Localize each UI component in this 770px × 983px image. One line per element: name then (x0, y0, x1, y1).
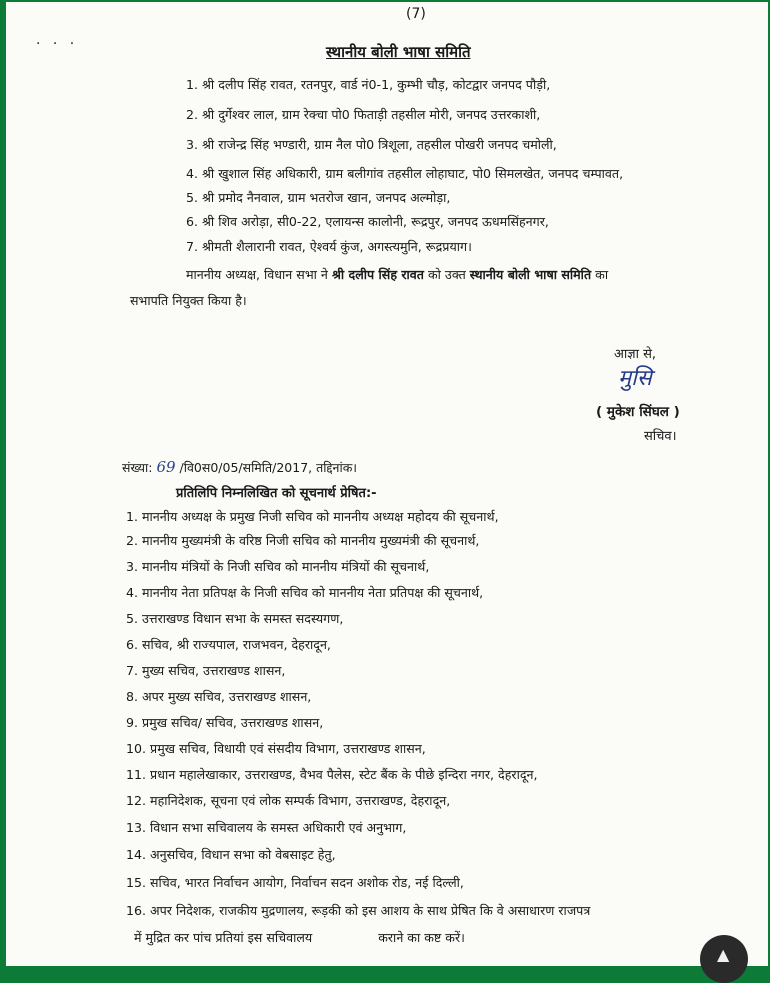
copy-item: 2. माननीय मुख्यमंत्री के वरिष्ठ निजी सचिव को माननीय मुख्यमंत्री की सूचनार्थ, (126, 533, 480, 548)
appointment-line-2: सभापति नियुक्त किया है। (130, 293, 247, 308)
reference-handwritten-number: 69 (156, 458, 176, 476)
signatory-designation: सचिव। (644, 429, 677, 444)
reference-number (122, 458, 357, 476)
page-number: (7) (406, 6, 426, 22)
member-item: 3. श्री राजेन्द्र सिंह भण्डारी, ग्राम नैल पो0 त्रिशूला, तहसील पोखरी जनपद चमोली, (186, 137, 557, 152)
copy-item: 1. माननीय अध्यक्ष के प्रमुख निजी सचिव को माननीय अध्यक्ष महोदय की सूचनार्थ, (126, 509, 499, 524)
copy-item: 14. अनुसचिव, विधान सभा को वेबसाइट हेतु, (126, 847, 336, 862)
copy-item: 13. विधान सभा सचिवालय के समस्त अधिकारी एवं अनुभाग, (126, 820, 407, 835)
scan-specks: · · · (36, 36, 79, 52)
continuation-text: कराने का कष्ट करें। (378, 930, 465, 945)
copy-item: 15. सचिव, भारत निर्वाचन आयोग, निर्वाचन सदन अशोक रोड, नई दिल्ली, (126, 875, 464, 890)
member-item: 1. श्री दलीप सिंह रावत, रतनपुर, वार्ड नं0-1, कुम्भी चौड़, कोटद्वार जनपद पौड़ी, (186, 77, 551, 92)
member-item: 2. श्री दुर्गेश्वर लाल, ग्राम रेक्चा पो0 फिताड़ी तहसील मोरी, जनपद उत्तरकाशी, (186, 107, 541, 122)
copy-item: 16. अपर निदेशक, राजकीय मुद्रणालय, रूड़की को इस आशय के साथ प्रेषित कि वे असाधारण राजपत्र (126, 903, 591, 918)
document-page (6, 2, 768, 966)
appointment-line-1 (186, 266, 608, 283)
signatory-name: ( मुकेश सिंघल ) (596, 404, 680, 420)
copy-item: 10. प्रमुख सचिव, विधायी एवं संसदीय विभाग, उत्तराखण्ड शासन, (126, 741, 426, 756)
handwritten-signature: मुसि (618, 366, 652, 391)
copy-item: 6. सचिव, श्री राज्यपाल, राजभवन, देहरादून, (126, 637, 331, 652)
copy-item: 12. महानिदेशक, सूचना एवं लोक सम्पर्क विभाग, उत्तराखण्ड, देहरादून, (126, 793, 451, 808)
member-item: 5. श्री प्रमोद नैनवाल, ग्राम भतरोज खान, जनपद अल्मोड़ा, (186, 190, 451, 205)
appointment-text: माननीय अध्यक्ष, विधान सभा ने (186, 267, 328, 282)
copy-item: 4. माननीय नेता प्रतिपक्ष के निजी सचिव को माननीय नेता प्रतिपक्ष की सूचनार्थ, (126, 585, 484, 600)
reference-rest: /वि0स0/05/समिति/2017, तद्दिनांक। (179, 460, 358, 475)
appointment-text: को उक्त (428, 267, 466, 282)
continuation-text: में मुद्रित कर पांच प्रतियां इस सचिवालय (134, 930, 313, 945)
member-item: 7. श्रीमती शैलारानी रावत, ऐश्वर्य कुंज, अगस्त्यमुनि, रूद्रप्रयाग। (186, 239, 472, 254)
chairperson-name: श्री दलीप सिंह रावत (331, 267, 424, 282)
reference-label: संख्या: (122, 460, 153, 475)
member-item: 4. श्री खुशाल सिंह अधिकारी, ग्राम बलीगांव तहसील लोहाघाट, पो0 सिमलखेत, जनपद चम्पावत, (186, 166, 624, 181)
copy-item: 3. माननीय मंत्रियों के निजी सचिव को माननीय मंत्रियों की सूचनार्थ, (126, 559, 430, 574)
appointment-text: का (595, 267, 609, 282)
committee-name: स्थानीय बोली भाषा समिति (469, 267, 592, 282)
copy-to-heading: प्रतिलिपि निम्नलिखित को सूचनार्थ प्रेषित:- (176, 486, 377, 501)
copy-item: 7. मुख्य सचिव, उत्तराखण्ड शासन, (126, 663, 286, 678)
by-order-text: आज्ञा से, (614, 347, 657, 362)
chevron-up-icon: ▲ (717, 945, 730, 964)
committee-heading: स्थानीय बोली भाषा समिति (326, 43, 471, 61)
copy-item: 8. अपर मुख्य सचिव, उत्तराखण्ड शासन, (126, 689, 312, 704)
copy-item: 5. उत्तराखण्ड विधान सभा के समस्त सदस्यगण, (126, 611, 344, 626)
copy-item: 11. प्रधान महालेखाकार, उत्तराखण्ड, वैभव पैलेस, स्टेट बैंक के पीछे इन्दिरा नगर, देहरादून, (126, 767, 538, 782)
copy-item-continuation (134, 929, 465, 946)
scroll-up-button[interactable] (700, 935, 748, 983)
copy-item: 9. प्रमुख सचिव/ सचिव, उत्तराखण्ड शासन, (126, 715, 324, 730)
member-item: 6. श्री शिव अरोड़ा, सी0-22, एलायन्स कालोनी, रूद्रपुर, जनपद ऊधमसिंहनगर, (186, 214, 549, 229)
